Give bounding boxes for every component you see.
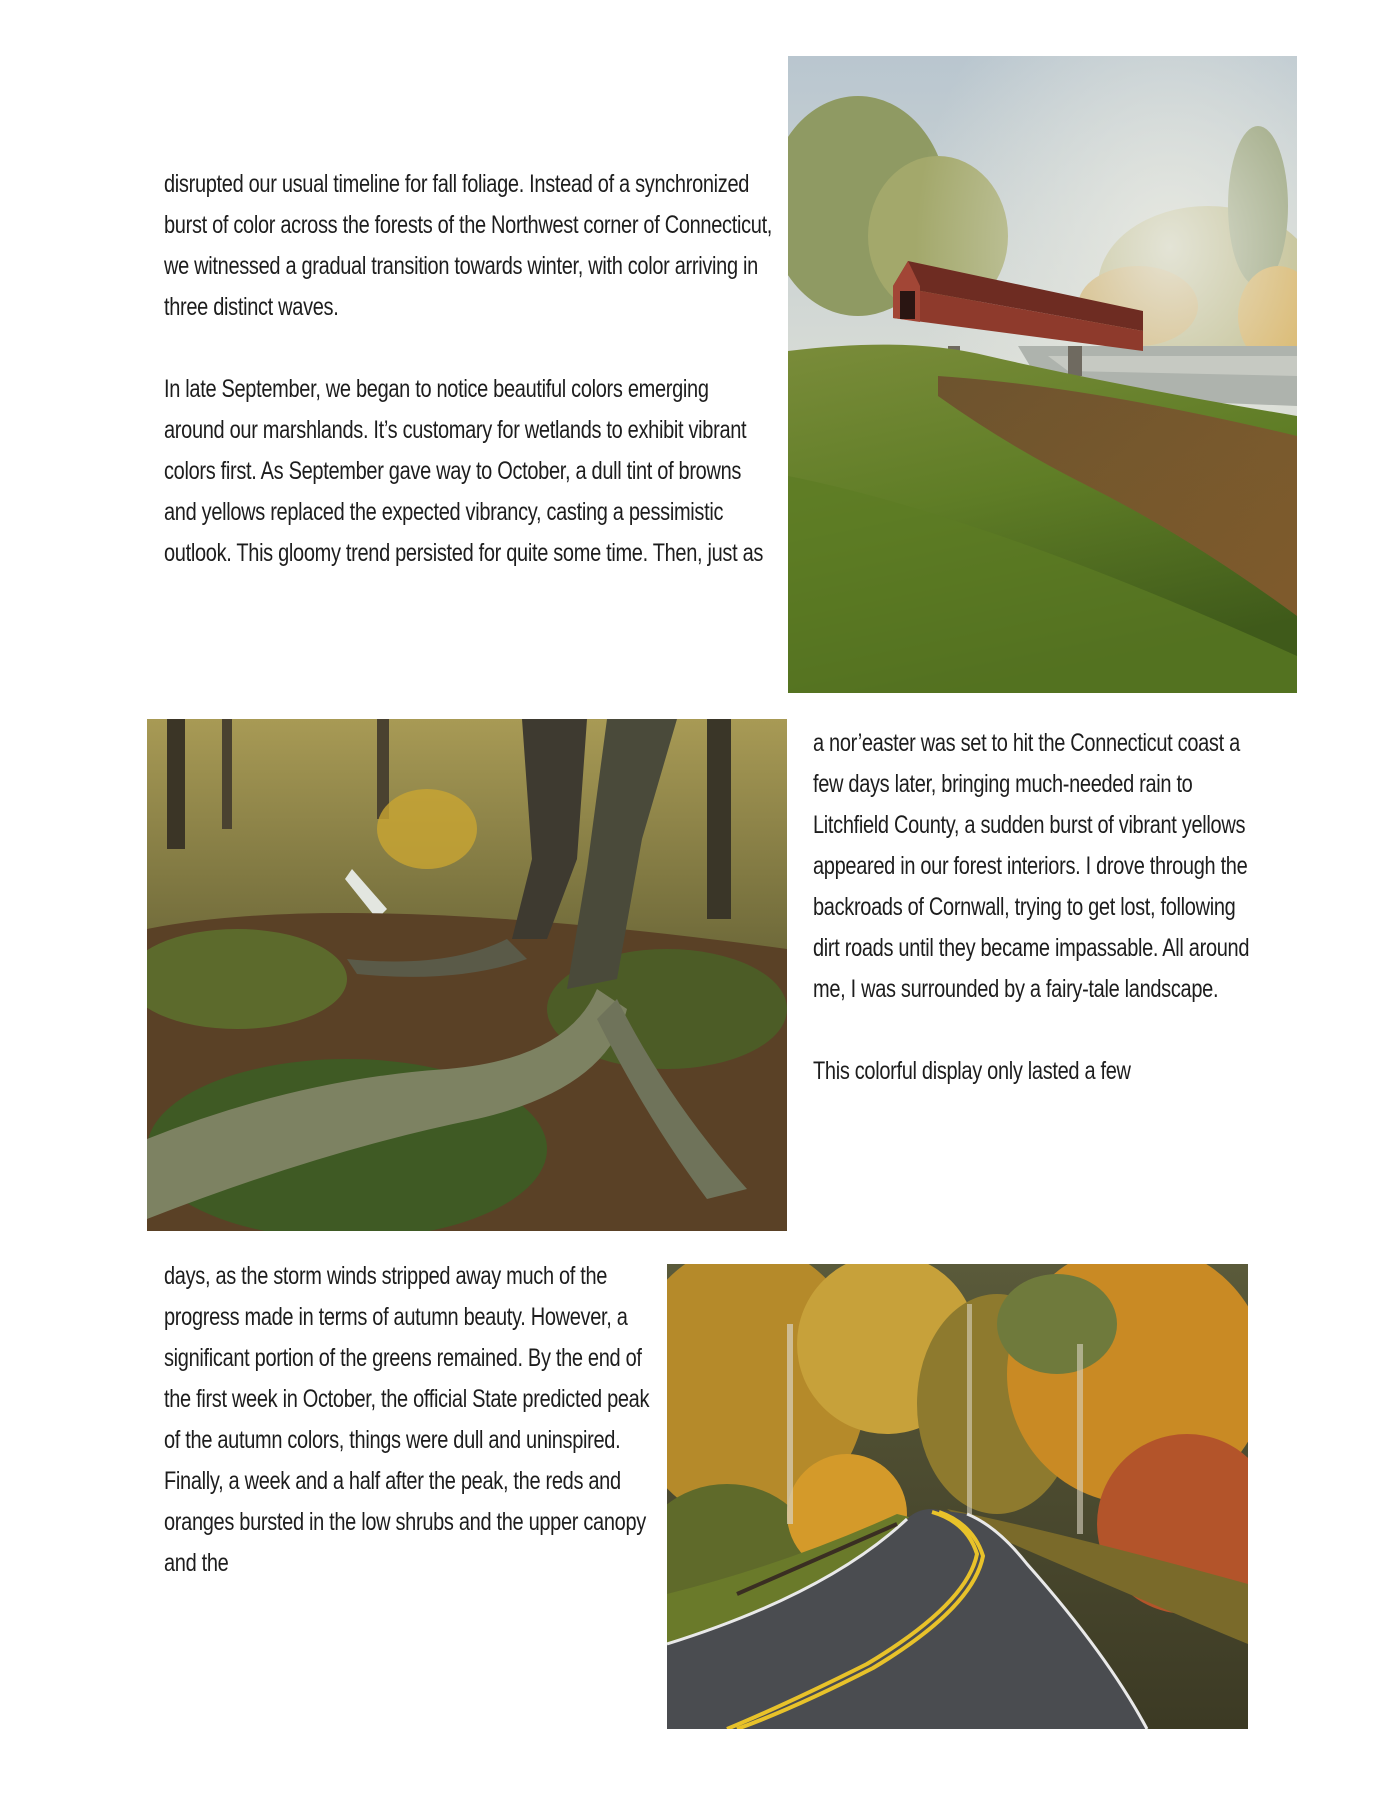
winding-road-illustration [667,1264,1248,1729]
article-paragraph: This colorful display only lasted a few [813,1057,1131,1085]
mossy-forest-photo [147,719,787,1231]
article-paragraph: a nor’easter was set to hit the Connecticut coast a few days later, bringing much-needed rain to Litchfield County, a sudden burst of vibrant yellows appeared in our forest interiors. I drove through the backroads of Cornwall, trying to get lost, following dirt roads until they became impassable. All around me, I was surrounded by a fairy-tale landscape. [813,729,1250,1003]
mossy-forest-illustration [147,719,787,1231]
winding-road-photo [667,1264,1248,1729]
article-paragraph: In late September, we began to notice beautiful colors emerging around our marshlands. It’s customary for wetlands to exhibit vibrant colors first. As September gave way to October, a dull tint of browns and yellows replaced the expected vibrancy, casting a pessimistic outlook. This gloomy trend persisted for quite some time. Then, just as [164,375,764,567]
covered-bridge-illustration [788,56,1297,693]
article-paragraph: days, as the storm winds stripped away much of the progress made in terms of autumn beauty. However, a significant portion of the greens remained. By the end of the first week in October, the official State predicted peak of the autumn colors, things were dull and uninspired. Finally, a week and a half after the peak, the reds and oranges bursted in the low shrubs and the upper canopy and the [164,1262,650,1577]
article-text-block-2 [813,723,1253,1092]
article-text-block-3 [164,1256,654,1584]
covered-bridge-photo [788,56,1297,693]
article-text-block-1 [164,164,774,574]
article-paragraph: disrupted our usual timeline for fall foliage. Instead of a synchronized burst of color across the forests of the Northwest corner of Connecticut, we witnessed a gradual transition towards winter, with color arriving in three distinct waves. [164,170,773,321]
